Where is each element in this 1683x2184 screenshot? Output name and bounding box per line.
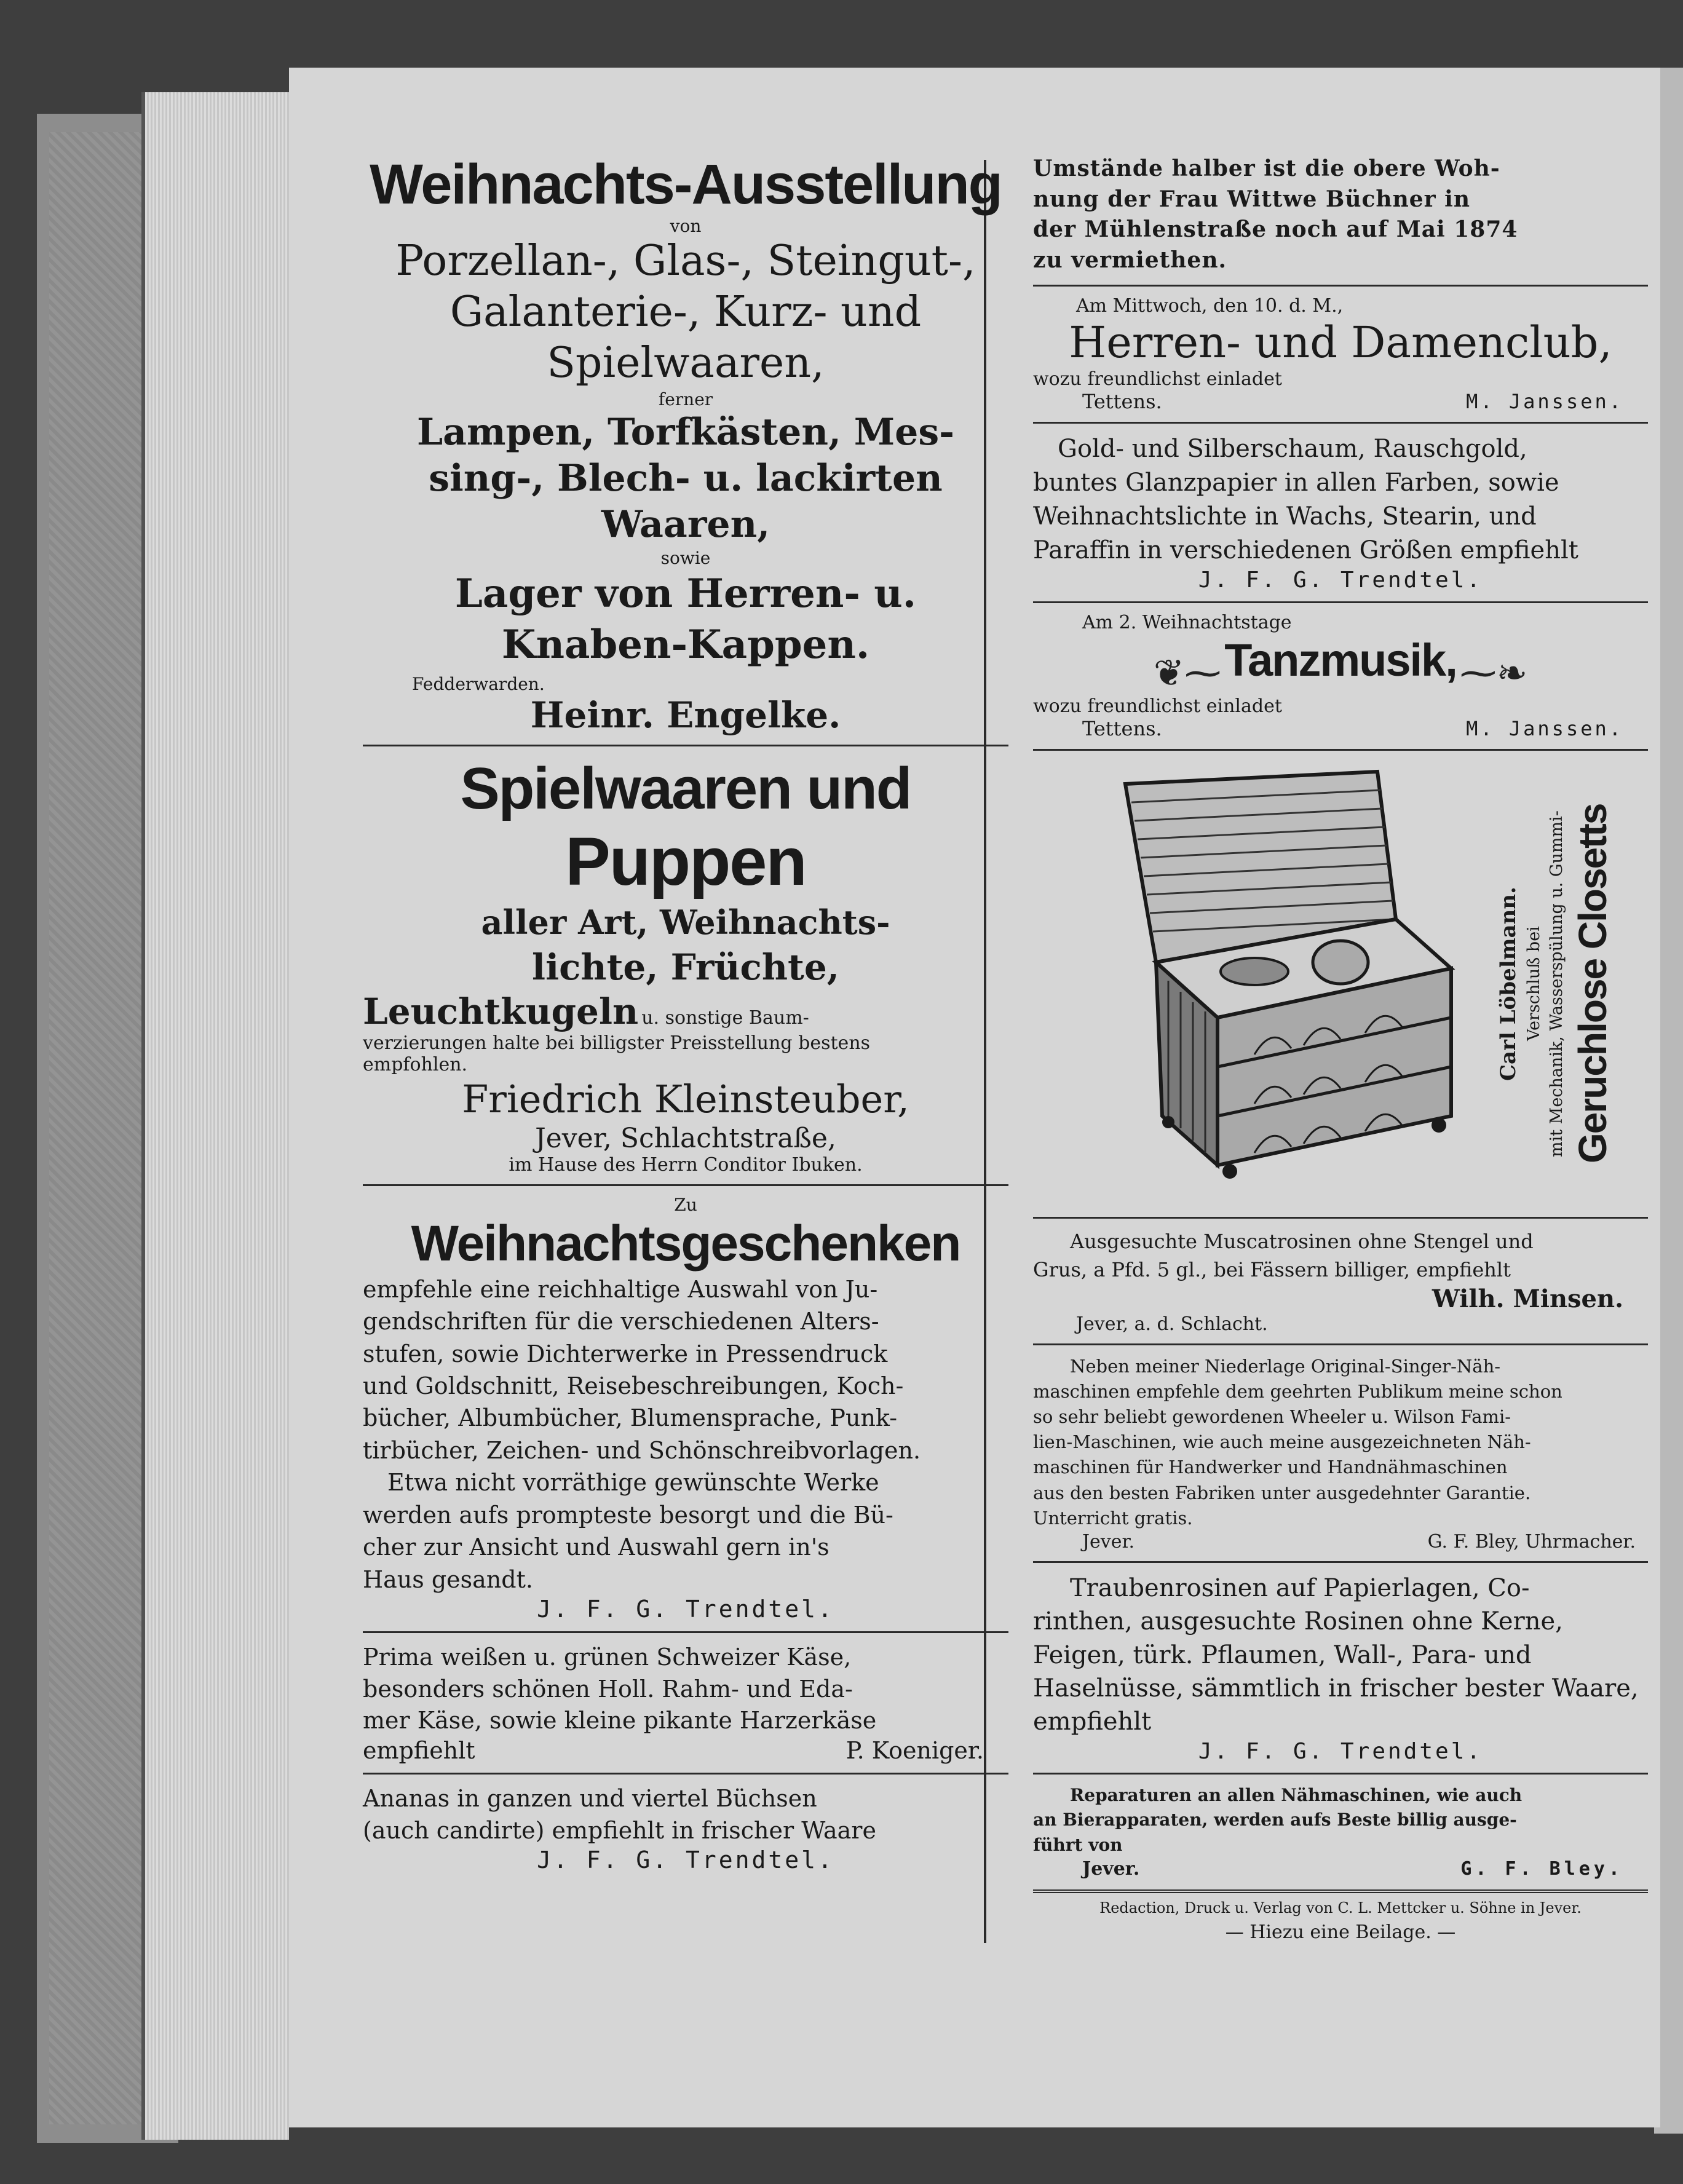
ad-line: Feigen, türk. Pflaumen, Wall-, Para- und [1033, 1640, 1532, 1669]
ad-title: Spielwaaren und [460, 756, 911, 822]
supplement-note: — Hiezu eine Beilage. — [1225, 1921, 1456, 1943]
ad-separator [363, 745, 1008, 746]
ad-line: Prima weißen u. grünen Schweizer Käse, [363, 1644, 852, 1671]
ad-pineapple [363, 1783, 1008, 1873]
ad-title-row [1033, 633, 1648, 695]
ad-line: so sehr beliebt gewordenen Wheeler u. Wilson Fami- [1033, 1406, 1511, 1428]
ad-text: Zu [674, 1195, 697, 1216]
page-stack-edge [141, 92, 289, 2140]
ad-signature: Heinr. Engelke. [530, 694, 841, 737]
ad-line: lien-Maschinen, wie auch meine ausgezeichneten Näh- [1033, 1431, 1531, 1453]
ad-line: Ausgesuchte Muscatrosinen ohne Stengel und [1070, 1229, 1534, 1253]
ad-line: maschinen empfehle dem geehrten Publikum meine schon [1033, 1380, 1562, 1402]
ad-line: Porzellan-, Glas-, Steingut-, [395, 237, 976, 286]
ad-body [363, 1783, 1008, 1846]
ad-text: sowie [660, 548, 711, 569]
ad-separator [1033, 601, 1648, 603]
ornament-right-icon: ⁓❧ [1459, 651, 1528, 695]
ad-separator [1033, 749, 1648, 751]
ad-title: Weihnachts-Ausstellung [370, 153, 1002, 216]
ad-address-detail: im Hause des Herrn Conditor Ibuken. [509, 1154, 863, 1176]
ad-christmas-gifts [363, 1195, 1008, 1623]
ad-body [1033, 432, 1648, 568]
ad-text: empfiehlt [363, 1737, 475, 1765]
ad-gold-foil [1033, 432, 1648, 593]
ad-address: Jever, Schlachtstraße, [535, 1123, 836, 1155]
ad-line: (auch candirte) empfiehlt in frischer Waare [363, 1816, 876, 1844]
ad-body [363, 1273, 1008, 1596]
ad-line: der Mühlenstraße noch auf Mai 1874 [1033, 216, 1518, 243]
ad-text: ferner [658, 389, 713, 410]
ad-line: zu vermiethen. [1033, 247, 1227, 274]
ad-line: Gold- und Silberschaum, Rauschgold, [1058, 434, 1527, 463]
ad-signature: J. F. G. Trendtel. [1198, 568, 1483, 593]
ad-line: Lampen, Torfkästen, Mes- [416, 411, 955, 454]
ad-line: stufen, sowie Dichterwerke in Pressendruck [363, 1340, 888, 1367]
ad-signature: Wilh. Minsen. [1432, 1284, 1623, 1313]
ad-date: Am Mittwoch, den 10. d. M., [1076, 295, 1344, 317]
ad-place: Tettens. [1082, 389, 1162, 413]
ad-line: Paraffin in verschiedenen Größen empfiehlt [1033, 536, 1578, 565]
ad-place: Jever, a. d. Schlacht. [1076, 1313, 1268, 1335]
ad-separator [363, 1184, 1008, 1186]
ad-apartment-rental [1033, 154, 1648, 276]
ad-sign-row [1033, 717, 1648, 740]
ad-line-mixed [363, 991, 1008, 1032]
ad-lines [363, 410, 1008, 548]
ad-line: an Bierapparaten, werden aufs Beste billig ausge- [1033, 1810, 1517, 1830]
ad-signature: G. F. Bley. [1460, 1858, 1623, 1880]
ad-line: rinthen, ausgesuchte Rosinen ohne Kerne, [1033, 1607, 1563, 1636]
ad-line: tirbücher, Zeichen- und Schönschreibvorlagen. [363, 1436, 921, 1464]
ad-line: nung der Frau Wittwe Büchner in [1033, 186, 1471, 212]
commode-closet-illustration [1033, 759, 1476, 1190]
ad-line: cher zur Ansicht und Auswahl gern in's [363, 1533, 830, 1561]
ad-place: Jever. [1082, 1858, 1140, 1880]
ad-line: Ananas in ganzen und viertel Büchsen [363, 1785, 817, 1813]
ad-line: Grus, a Pfd. 5 gl., bei Fässern billiger, empfiehlt [1033, 1258, 1511, 1282]
ad-line: Etwa nicht vorräthige gewünschte Werke [387, 1469, 879, 1497]
left-column [363, 154, 1008, 1873]
right-column [1033, 154, 1648, 1943]
ad-title-vertical: Geruchlose Closetts [1570, 804, 1615, 1164]
ad-line-small: u. sonstige Baum- [641, 1007, 809, 1029]
ad-signature: P. Koeniger. [845, 1737, 984, 1765]
ad-place: Fedderwarden. [412, 674, 545, 695]
ad-line: Haselnüsse, sämmtlich in frischer bester Waare, [1033, 1674, 1639, 1703]
newspaper-page [289, 68, 1660, 2127]
ad-line: Haus gesandt. [363, 1565, 533, 1593]
ad-signature: M. Janssen. [1466, 716, 1623, 740]
ad-line: und Goldschnitt, Reisebeschreibungen, Koch- [363, 1372, 904, 1399]
ad-line: maschinen für Handwerker und Handnähmaschinen [1033, 1457, 1508, 1478]
ad-repairs [1033, 1783, 1648, 1880]
ad-title: Tanzmusik, [1224, 635, 1457, 686]
ad-line: bücher, Albumbücher, Blumensprache, Punk- [363, 1404, 898, 1432]
ad-signature: J. F. G. Trendtel. [1198, 1738, 1483, 1764]
ad-text-vertical: mit Mechanik, Wasserspülung u. Gummi- [1547, 810, 1566, 1157]
ad-signature: G. F. Bley, Uhrmacher. [1427, 1530, 1636, 1553]
ad-separator [1033, 285, 1648, 287]
ad-separator [363, 1631, 1008, 1633]
ad-signature: J. F. G. Trendtel. [537, 1596, 834, 1623]
ad-line: lichte, Früchte, [532, 946, 839, 988]
ad-line: mer Käse, sowie kleine pikante Harzerkäse [363, 1707, 877, 1735]
ad-closet [1033, 759, 1648, 1208]
ad-line: verzierungen halte bei billigster Preisstellung bestens [363, 1032, 871, 1054]
ad-line: Spielwaaren, [547, 339, 825, 388]
ad-sign-row [1033, 390, 1648, 413]
ad-separator [1033, 1773, 1648, 1775]
ad-line: sing-, Blech- u. lackirten [429, 457, 943, 501]
ad-line: empfehle eine reichhaltige Auswahl von Ju- [363, 1275, 878, 1303]
ad-lines [363, 236, 1008, 389]
ad-line: Knaben-Kappen. [501, 622, 870, 668]
ad-line: Unterricht gratis. [1033, 1507, 1193, 1529]
ad-date: Am 2. Weihnachtstage [1082, 612, 1292, 634]
ad-line: empfiehlt [1033, 1707, 1152, 1736]
ad-line: Umstände halber ist die obere Woh- [1033, 156, 1500, 181]
ad-line: Lager von Herren- u. [454, 571, 917, 617]
ornament-left-icon: ❦⁓ [1153, 651, 1222, 695]
ad-invite: wozu freundlichst einladet [1033, 368, 1282, 390]
ad-signature: M. Janssen. [1466, 389, 1623, 413]
ad-club [1033, 295, 1648, 413]
ad-christmas-exhibition [363, 154, 1008, 736]
ad-line: buntes Glanzpapier in allen Farben, sowie [1033, 468, 1559, 497]
ad-line: empfohlen. [363, 1053, 468, 1075]
ad-line: gendschriften für die verschiedenen Alters- [363, 1308, 879, 1335]
ad-cheese [363, 1642, 1008, 1764]
ad-sign-row [1033, 1531, 1648, 1553]
ad-text: von [670, 216, 702, 237]
ad-separator [1033, 1343, 1648, 1345]
ad-title: Herren- und Damenclub, [1069, 317, 1612, 368]
imprint: Redaction, Druck u. Verlag von C. L. Mettcker u. Söhne in Jever. [1099, 1899, 1582, 1917]
ad-line: Neben meiner Niederlage Original-Singer-Näh- [1070, 1355, 1501, 1377]
ad-line: aus den besten Fabriken unter ausgedehnter Garantie. [1033, 1482, 1531, 1503]
ad-separator [1033, 422, 1648, 424]
ad-line: Weihnachtslichte in Wachs, Stearin, und [1033, 502, 1537, 531]
ad-sewing-machines [1033, 1354, 1648, 1553]
ad-line-big: Leuchtkugeln [363, 990, 639, 1032]
ad-body [1033, 1354, 1648, 1531]
ad-place: Jever. [1082, 1530, 1135, 1553]
ad-separator [363, 1773, 1008, 1775]
ad-sign-row [1033, 1858, 1648, 1880]
ad-signature-vertical: Carl Löbelmann. [1496, 886, 1521, 1081]
ad-line: werden aufs prompteste besorgt und die Bü- [363, 1501, 893, 1529]
ad-signature: J. F. G. Trendtel. [537, 1846, 834, 1874]
ad-body [1033, 1227, 1648, 1284]
ad-line: aller Art, Weihnachts- [481, 903, 890, 943]
ad-toys-dolls [363, 755, 1008, 1176]
ad-separator [1033, 1217, 1648, 1219]
ad-separator [1033, 1561, 1648, 1563]
ad-body [363, 1642, 1008, 1737]
ad-body [1033, 1783, 1648, 1858]
ad-line: Galanterie-, Kurz- und [449, 288, 922, 337]
ad-sign-row [363, 1737, 1008, 1764]
ad-lines [363, 568, 1008, 670]
ad-invite: wozu freundlichst einladet [1033, 695, 1282, 717]
ad-title: Weihnachtsgeschenken [411, 1216, 960, 1272]
ad-line: besonders schönen Holl. Rahm- und Eda- [363, 1675, 853, 1703]
ad-raisins [1033, 1227, 1648, 1335]
closet-vertical-text [1476, 759, 1636, 1208]
ad-title: Puppen [565, 823, 806, 900]
ad-body [1033, 1572, 1648, 1739]
ad-place: Tettens. [1082, 716, 1162, 740]
ad-signature: Friedrich Kleinsteuber, [462, 1076, 909, 1122]
ad-grape-raisins [1033, 1572, 1648, 1764]
footer-rule [1033, 1889, 1648, 1893]
ad-line: führt von [1033, 1835, 1123, 1856]
ad-line: Waaren, [601, 503, 770, 547]
ad-line: Traubenrosinen auf Papierlagen, Co- [1070, 1573, 1530, 1602]
ad-line: Reparaturen an allen Nähmaschinen, wie auch [1070, 1784, 1523, 1805]
ad-dance [1033, 612, 1648, 740]
ad-text-vertical: Verschluß bei [1524, 926, 1543, 1042]
